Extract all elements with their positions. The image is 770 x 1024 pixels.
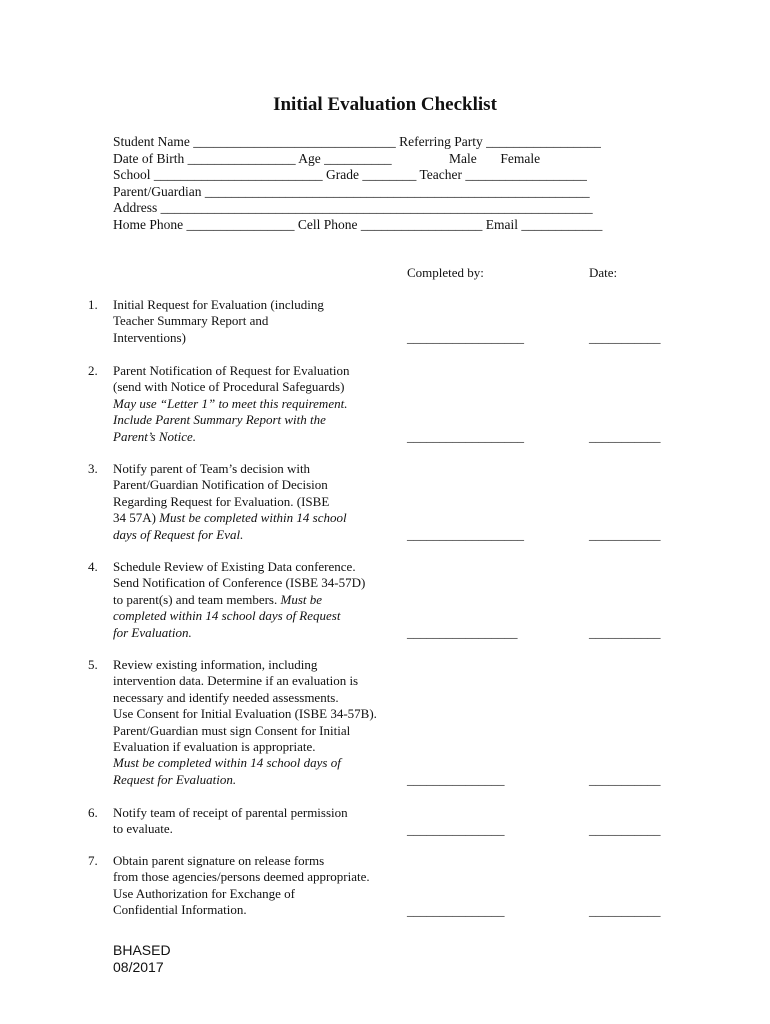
completed-by-line[interactable]: _______________ [407, 822, 505, 837]
item-line: Obtain parent signature on release forms [113, 853, 325, 868]
item-text [113, 363, 349, 445]
item-line: Notify team of receipt of parental permission [113, 805, 348, 820]
date-line[interactable]: ___________ [589, 625, 661, 640]
item-line: Teacher Summary Report and [113, 313, 269, 329]
student-name-line[interactable]: Student Name ______________________________ Referring Party _________________ [113, 134, 601, 149]
item-note: Must be [280, 591, 323, 607]
item-note: Must be completed within 14 school days of [113, 755, 341, 771]
item-line: Parent/Guardian must sign Consent for Initial [113, 722, 351, 738]
date-line[interactable]: ___________ [589, 772, 661, 787]
footer-date: 08/2017 [113, 959, 164, 975]
item-note: Must be completed within 14 school [159, 510, 347, 526]
item-text [113, 297, 324, 346]
date-line[interactable]: ___________ [589, 903, 661, 918]
completed-by-line[interactable]: __________________ [407, 330, 524, 345]
item-line: Interventions) [113, 329, 186, 345]
date-line[interactable]: ___________ [589, 330, 661, 345]
item-line: Notify parent of Team’s decision with [113, 461, 311, 476]
item-number: 3. [88, 461, 98, 476]
item-line: Evaluation if evaluation is appropriate. [113, 739, 316, 755]
item-line: Send Notification of Conference (ISBE 34-57D) [113, 575, 366, 591]
completed-by-line[interactable]: _______________ [407, 772, 505, 787]
address-line[interactable]: Address ________________________________________________________________ [113, 200, 593, 215]
item-number: 5. [88, 657, 98, 672]
item-number: 6. [88, 805, 98, 820]
item-line: (send with Notice of Procedural Safeguards) [113, 379, 345, 395]
completed-by-line[interactable]: _______________ [407, 903, 505, 918]
completed-by-line[interactable]: __________________ [407, 429, 524, 444]
item-line: Use Consent for Initial Evaluation (ISBE 34-57B). [113, 706, 377, 722]
item-line: Initial Request for Evaluation (including [113, 297, 324, 312]
completed-by-line[interactable]: _________________ [407, 625, 518, 640]
item-text [113, 853, 370, 919]
date-line[interactable]: ___________ [589, 822, 661, 837]
parent-guardian-line[interactable]: Parent/Guardian _________________________________________________________ [113, 184, 590, 199]
item-line: to evaluate. [113, 821, 173, 837]
item-text [113, 461, 347, 543]
school-grade-teacher-line[interactable]: School _________________________ Grade ________ Teacher __________________ [113, 167, 587, 182]
date-line[interactable]: ___________ [589, 527, 661, 542]
item-note: for Evaluation. [113, 624, 192, 640]
item-line: necessary and identify needed assessments. [113, 689, 339, 705]
item-note: Request for Evaluation. [113, 771, 237, 787]
dob-age-gender-line[interactable]: Date of Birth ________________ Age __________ Male Female [113, 151, 541, 166]
item-line: 34 57A) [113, 510, 156, 526]
item-line: Review existing information, including [113, 657, 318, 672]
item-line: Confidential Information. [113, 902, 247, 918]
item-number: 7. [88, 853, 98, 868]
item-line: Use Authorization for Exchange of [113, 885, 295, 901]
item-text [113, 805, 348, 838]
completed-by-header: Completed by: [407, 265, 484, 280]
item-note: days of Request for Eval. [113, 526, 244, 542]
item-line: from those agencies/persons deemed appropriate. [113, 869, 370, 885]
item-note: Include Parent Summary Report with the [113, 412, 326, 428]
footer [113, 942, 171, 976]
footer-org: BHASED [113, 942, 171, 958]
item-line: Parent/Guardian Notification of Decision [113, 477, 328, 493]
item-number: 4. [88, 559, 98, 574]
phone-email-line[interactable]: Home Phone ________________ Cell Phone __________________ Email ____________ [113, 217, 603, 232]
document-title: Initial Evaluation Checklist [273, 94, 497, 115]
item-text [113, 559, 365, 641]
item-note: Parent’s Notice. [113, 428, 197, 444]
item-number: 1. [88, 297, 98, 312]
item-line: to parent(s) and team members. [113, 591, 278, 607]
item-note: completed within 14 school days of Request [113, 608, 341, 624]
item-line: intervention data. Determine if an evaluation is [113, 673, 359, 689]
completed-by-line[interactable]: __________________ [407, 527, 524, 542]
date-header: Date: [589, 265, 618, 280]
item-line: Schedule Review of Existing Data conference. [113, 559, 356, 574]
item-text [113, 657, 377, 788]
item-line: Parent Notification of Request for Evaluation [113, 363, 350, 378]
item-line: Regarding Request for Evaluation. (ISBE [113, 493, 330, 509]
item-note: May use “Letter 1” to meet this requirement. [113, 395, 348, 411]
date-line[interactable]: ___________ [589, 429, 661, 444]
item-number: 2. [88, 363, 98, 378]
